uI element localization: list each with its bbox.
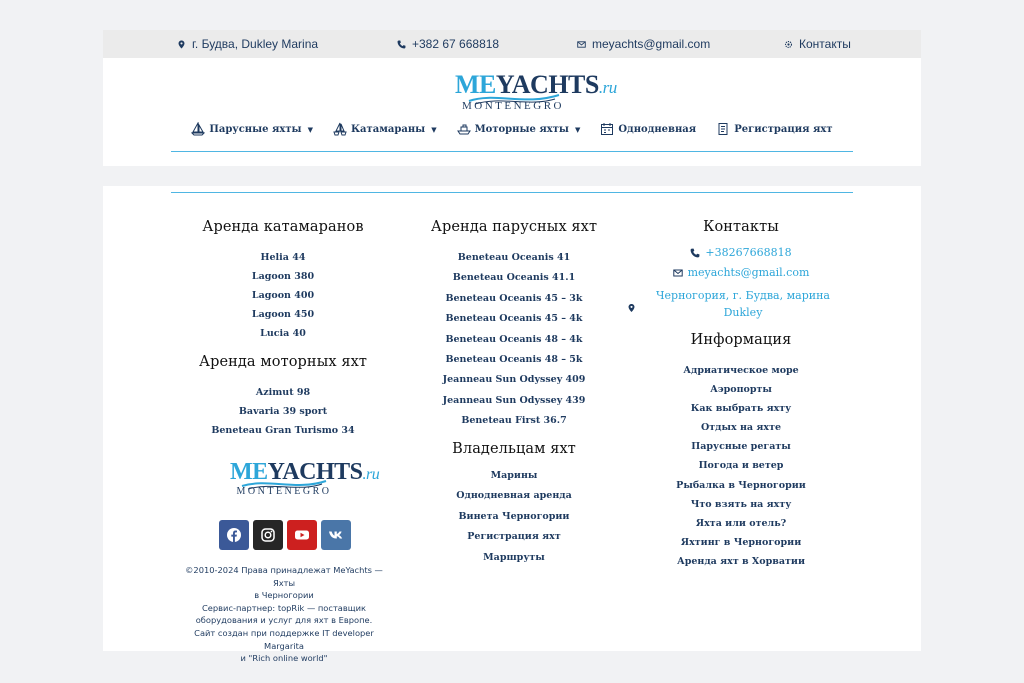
copyright-line: оборудования и услуг для яхт в Европе.: [195, 615, 373, 626]
info-list: [623, 361, 859, 571]
footer-link[interactable]: Адриатическое море: [683, 365, 799, 376]
topbar-email-text: meyachts@gmail.com: [592, 37, 711, 51]
nav-item-registration-label: Регистрация яхт: [734, 123, 833, 135]
footer-phone-text: +38267668818: [705, 246, 792, 259]
nav-item-oneday-label: Однодневная: [618, 123, 697, 135]
youtube-button[interactable]: [287, 520, 317, 550]
topbar-contacts-text: Контакты: [799, 37, 851, 51]
chevron-down-icon: ▼: [574, 124, 581, 134]
footer-link[interactable]: Beneteau First 36.7: [461, 415, 567, 427]
footer-link[interactable]: Beneteau Gran Turismo 34: [211, 425, 355, 436]
contacts-list: [623, 243, 859, 283]
nav-item-catamarans[interactable]: [333, 122, 437, 136]
motor-yacht-icon: [457, 122, 471, 136]
footer-link[interactable]: Lucia 40: [260, 328, 306, 339]
catamarans-heading: Аренда катамаранов: [202, 219, 364, 235]
footer-logo-yachts: YACHTS: [267, 459, 363, 485]
catamarans-list: [173, 248, 393, 343]
footer-col-motor: [173, 354, 393, 440]
footer-email-text: meyachts@gmail.com: [687, 266, 810, 279]
footer-link[interactable]: Jeanneau Sun Odyssey 409: [442, 374, 586, 386]
topbar-contacts-link[interactable]: [784, 37, 851, 51]
footer-link[interactable]: Lagoon 400: [251, 290, 315, 301]
owners-list: [399, 466, 629, 568]
copyright-line: в Черногории: [254, 590, 314, 601]
footer-logo-subtitle: MONTENEGRO: [236, 486, 332, 497]
social-links: [219, 520, 351, 550]
footer-link[interactable]: Погода и ветер: [698, 460, 784, 472]
asterisk-icon: [784, 40, 793, 49]
instagram-icon: [260, 527, 276, 543]
logo-yachts: YACHTS: [495, 70, 599, 99]
motor-list: [173, 383, 393, 440]
footer-link[interactable]: Bavaria 39 sport: [238, 406, 328, 417]
footer-col-contacts: [623, 219, 859, 283]
topbar-address-text: г. Будва, Dukley Marina: [192, 37, 319, 51]
youtube-icon: [294, 527, 310, 543]
footer-col-info: [623, 332, 859, 571]
catamaran-icon: [333, 122, 347, 136]
footer-logo[interactable]: [230, 459, 380, 497]
nav-item-motor[interactable]: [457, 122, 581, 136]
topbar-address[interactable]: [177, 37, 318, 51]
chevron-down-icon: ▼: [307, 124, 313, 134]
footer-divider: [171, 192, 853, 193]
copyright-line: Сервис-партнер: topRik — поставщик: [202, 602, 366, 613]
footer-address-line: Dukley: [723, 306, 763, 319]
phone-icon: [397, 40, 406, 49]
owners-heading: Владельцам яхт: [452, 441, 576, 457]
facebook-icon: [226, 527, 242, 543]
footer-link[interactable]: Lagoon 380: [251, 271, 315, 282]
footer-link[interactable]: Jeanneau Sun Odyssey 439: [442, 394, 586, 406]
nav-item-sailing-label: Парусные яхты: [209, 123, 302, 135]
contacts-heading: Контакты: [703, 219, 779, 235]
footer-link[interactable]: Однодневная аренда: [456, 490, 572, 502]
footer-link[interactable]: Helia 44: [260, 252, 306, 263]
footer-col-sailing: [399, 219, 629, 432]
calendar-icon: [600, 122, 614, 136]
nav-item-motor-label: Моторные яхты: [474, 123, 569, 135]
facebook-button[interactable]: [219, 520, 249, 550]
footer-address-line: Черногория, г. Будва, марина: [656, 289, 830, 302]
footer-link[interactable]: Аренда яхт в Хорватии: [676, 555, 806, 567]
footer-link[interactable]: Beneteau Oceanis 48 – 5k: [445, 354, 583, 366]
copyright-line: и "Rich online world": [240, 653, 328, 664]
site-logo[interactable]: [455, 70, 617, 112]
copyright-line: ©2010-2024 Права принадлежат MeYachts — Яхты: [185, 565, 383, 588]
map-pin-icon: [177, 40, 186, 49]
footer-logo-me: ME: [230, 459, 268, 485]
footer-link[interactable]: Отдых на яхте: [700, 422, 782, 434]
info-heading: Информация: [690, 332, 792, 348]
footer-col-owners: [399, 441, 629, 568]
footer-link[interactable]: Beneteau Oceanis 41.1: [452, 272, 576, 284]
footer-link[interactable]: Марины: [490, 470, 538, 481]
footer-link[interactable]: Как выбрать яхту: [690, 403, 792, 415]
footer-link[interactable]: Что взять на яхту: [690, 498, 792, 510]
envelope-icon: [577, 40, 586, 49]
footer-link[interactable]: Парусные регаты: [691, 441, 791, 453]
footer-link[interactable]: Lagoon 450: [251, 309, 315, 320]
logo-subtitle: MONTENEGRO: [462, 100, 564, 112]
nav-item-oneday[interactable]: [600, 122, 696, 136]
header-divider: [171, 151, 853, 152]
sailing-heading: Аренда парусных яхт: [430, 219, 598, 235]
motor-heading: Аренда моторных яхт: [199, 354, 367, 370]
footer-link[interactable]: Beneteau Oceanis 41: [457, 252, 571, 263]
document-icon: [716, 122, 730, 136]
top-contact-bar: [103, 30, 921, 58]
nav-item-catamarans-label: Катамараны: [350, 123, 426, 135]
topbar-phone[interactable]: [397, 37, 499, 51]
footer-link[interactable]: Рыбалка в Черногории: [676, 479, 806, 491]
vk-icon: [328, 527, 344, 543]
map-pin-icon: [627, 303, 636, 313]
footer-link[interactable]: Яхта или отель?: [695, 517, 787, 529]
footer-link[interactable]: Beneteau Oceanis 45 – 4k: [445, 313, 583, 325]
main-nav: [103, 122, 921, 136]
logo-me: ME: [455, 70, 496, 99]
sailboat-icon: [191, 122, 205, 136]
footer-logo-ru: .ru: [362, 466, 380, 483]
copyright-block: [175, 564, 393, 665]
footer-address-link[interactable]: [643, 287, 843, 321]
phone-icon: [690, 248, 700, 258]
envelope-icon: [673, 268, 683, 278]
footer-address-pin: [627, 298, 637, 308]
footer-phone-link[interactable]: [623, 243, 859, 263]
logo-ru: .ru: [598, 78, 617, 97]
nav-item-sailing[interactable]: [191, 122, 313, 136]
footer-link[interactable]: Beneteau Oceanis 45 – 3k: [445, 292, 583, 304]
footer-link[interactable]: Beneteau Oceanis 48 – 4k: [445, 333, 583, 345]
instagram-button[interactable]: [253, 520, 283, 550]
footer-link[interactable]: Azimut 98: [255, 387, 311, 398]
footer-email-link[interactable]: [623, 263, 859, 283]
site-header: [103, 58, 921, 166]
copyright-line: Сайт создан при поддержке IT developer Margarita: [194, 627, 374, 651]
footer-link[interactable]: Маршруты: [483, 551, 545, 563]
nav-item-registration[interactable]: [716, 122, 832, 136]
topbar-email[interactable]: [577, 37, 710, 51]
footer-link[interactable]: Винета Черногории: [458, 510, 570, 522]
site-footer: [103, 186, 921, 664]
sailing-list: [399, 248, 629, 432]
vk-button[interactable]: [321, 520, 351, 550]
chevron-down-icon: ▼: [431, 124, 437, 134]
footer-link[interactable]: Регистрация яхт: [467, 531, 561, 543]
topbar-phone-text: +382 67 668818: [412, 37, 500, 51]
footer-link[interactable]: Аэропорты: [710, 384, 772, 396]
footer-link[interactable]: Яхтинг в Черногории: [680, 536, 802, 548]
footer-col-catamarans: [173, 219, 393, 343]
